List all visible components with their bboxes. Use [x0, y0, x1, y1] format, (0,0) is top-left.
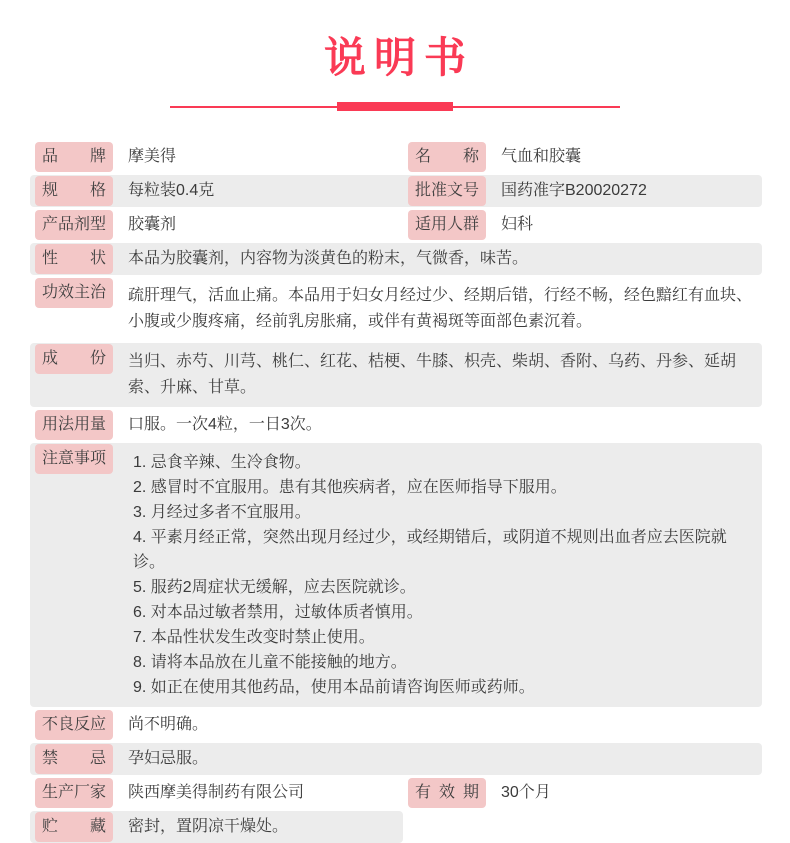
dosage-form-value: 胶囊剂: [128, 216, 177, 233]
precaution-item: 9. 如正在使用其他药品，使用本品前请咨询医师或药师。: [133, 679, 535, 696]
specification-label: 规格: [35, 176, 113, 206]
precaution-item: 2. 感冒时不宜服用。患有其他疾病者，应在医师指导下服用。: [133, 479, 567, 496]
cell-dosage-form: [30, 209, 403, 241]
product-name-label: 名称: [408, 142, 486, 172]
precautions-list: [113, 443, 762, 707]
row-brand-name: [30, 141, 762, 173]
cell-shelf-life: [403, 777, 762, 809]
precaution-item: 6. 对本品过敏者禁用，过敏体质者慎用。: [133, 604, 423, 621]
contraindications-label: 禁忌: [35, 744, 113, 774]
brand-label: 品牌: [35, 142, 113, 172]
manufacturer-label: 生产厂家: [35, 778, 113, 808]
specification-value: 每粒装0.4克: [128, 182, 215, 199]
row-form-audience: [30, 209, 762, 241]
cell-brand: [30, 141, 403, 173]
adverse-reactions-label: 不良反应: [35, 710, 113, 740]
row-manufacturer-validity: [30, 777, 762, 809]
properties-label: 性状: [35, 244, 113, 274]
precaution-item: 7. 本品性状发生改变时禁止使用。: [133, 629, 375, 646]
row-adverse-reactions: [30, 709, 762, 741]
adverse-reactions-value: 尚不明确。: [128, 716, 209, 733]
row-spec-approval: [30, 175, 762, 207]
cell-specification: [30, 175, 403, 207]
precaution-item: 5. 服药2周症状无缓解，应去医院就诊。: [133, 579, 416, 596]
approval-number-value: 国药准字B20020272: [501, 182, 647, 199]
dosage-value: 口服。一次4粒，一日3次。: [128, 416, 322, 433]
precaution-item: 8. 请将本品放在儿童不能接触的地方。: [133, 654, 407, 671]
storage-value: 密封，置阴凉干燥处。: [128, 818, 289, 835]
properties-value: 本品为胶囊剂，内容物为淡黄色的粉末，气微香，味苦。: [128, 250, 529, 267]
cell-target-group: [403, 209, 762, 241]
approval-number-label: 批准文号: [408, 176, 486, 206]
shelf-life-value: 30个月: [501, 784, 551, 801]
precaution-item: 3. 月经过多者不宜服用。: [133, 504, 311, 521]
header: [0, 0, 790, 111]
title-divider: [170, 102, 620, 111]
cell-approval-number: [403, 175, 762, 207]
product-name-value: 气血和胶囊: [501, 148, 582, 165]
page-title: 说明书: [323, 33, 474, 82]
indications-label: 功效主治: [35, 278, 113, 308]
ingredients-label: 成份: [35, 344, 113, 374]
precautions-label: 注意事项: [35, 444, 113, 474]
row-contraindications: [30, 743, 762, 775]
row-dosage: [30, 409, 762, 441]
divider-accent-bar: [337, 102, 453, 111]
storage-label: 贮藏: [35, 812, 113, 842]
brand-value: 摩美得: [128, 148, 177, 165]
cell-product-name: [403, 141, 762, 173]
dosage-label: 用法用量: [35, 410, 113, 440]
ingredients-value: 当归、赤芍、川芎、桃仁、红花、桔梗、牛膝、枳壳、柴胡、香附、乌药、丹参、延胡索、升麻、甘草。: [128, 353, 737, 396]
row-storage: [30, 811, 403, 843]
target-group-label: 适用人群: [408, 210, 486, 240]
indications-value: 疏肝理气，活血止痛。本品用于妇女月经过少、经期后错，行经不畅，经色黯红有血块、小腹或少腹疼痛，经前乳房胀痛，或伴有黄褐斑等面部色素沉着。: [128, 287, 753, 330]
cell-manufacturer: [30, 777, 403, 809]
row-ingredients: [30, 343, 762, 407]
manufacturer-value: 陕西摩美得制药有限公司: [128, 784, 305, 801]
row-properties: [30, 243, 762, 275]
shelf-life-label: 有效期: [408, 778, 486, 808]
row-indications: [30, 277, 762, 341]
dosage-form-label: 产品剂型: [35, 210, 113, 240]
spec-table: [0, 141, 790, 843]
precaution-item: 4. 平素月经正常，突然出现月经过少，或经期错后，或阴道不规则出血者应去医院就诊。: [133, 529, 727, 571]
row-precautions: [30, 443, 762, 707]
contraindications-value: 孕妇忌服。: [128, 750, 209, 767]
precaution-item: 1. 忌食辛辣、生冷食物。: [133, 454, 311, 471]
target-group-value: 妇科: [501, 216, 534, 233]
